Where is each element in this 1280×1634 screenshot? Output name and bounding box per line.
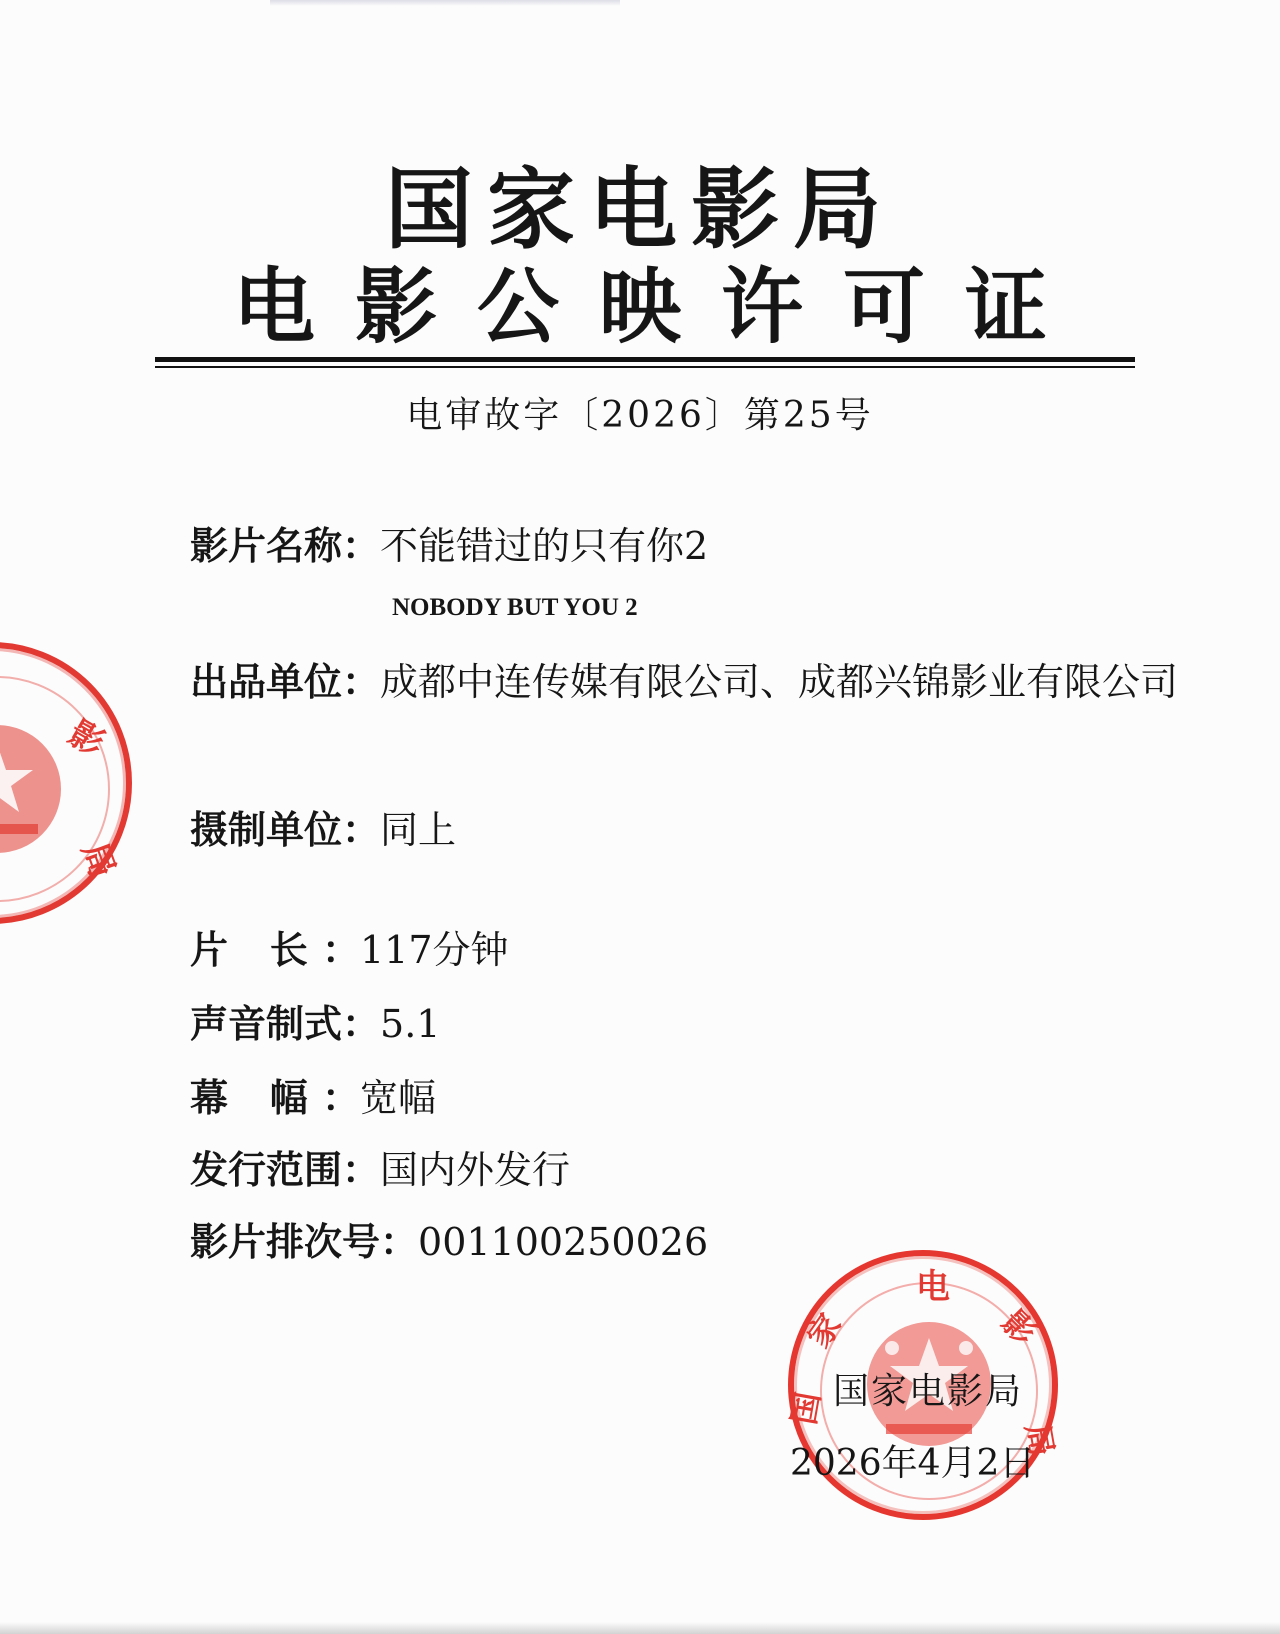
screen-label-second: 幅：	[269, 1076, 360, 1120]
screen-format-value: 宽幅	[360, 1076, 437, 1120]
svg-text:国: 国	[784, 1389, 828, 1428]
official-seal-left	[0, 642, 132, 924]
field-sound-format	[190, 1000, 440, 1048]
svg-text:局: 局	[1018, 1420, 1062, 1459]
field-distribution-scope	[190, 1146, 570, 1194]
length-label	[190, 926, 360, 974]
producer-label: 出品单位：	[190, 660, 381, 704]
title-rule-thin	[155, 366, 1135, 368]
svg-text:影: 影	[994, 1302, 1044, 1353]
field-serial-number	[190, 1218, 708, 1266]
svg-text:电: 电	[916, 1267, 950, 1307]
serial-number-value: 001100250026	[418, 1220, 709, 1264]
screen-label-first: 幕	[190, 1076, 243, 1120]
svg-text:影: 影	[61, 713, 111, 765]
scan-edge-bottom	[0, 1622, 1280, 1634]
field-screen-format	[190, 1074, 436, 1122]
film-english-title: NOBODY BUT YOU 2	[392, 594, 638, 621]
seal-left-emblem-icon	[0, 648, 138, 930]
sound-format-label: 声音制式：	[190, 1002, 381, 1046]
scan-edge-top	[270, 0, 620, 6]
distribution-scope-label: 发行范围：	[190, 1148, 381, 1192]
field-length	[190, 926, 509, 974]
distribution-scope-value: 国内外发行	[380, 1148, 571, 1192]
sound-format-value: 5.1	[380, 1002, 441, 1046]
svg-text:局: 局	[73, 837, 123, 884]
issue-date: 2026年4月2日	[790, 1443, 1036, 1484]
title-rule-thick	[155, 357, 1135, 362]
film-name-label: 影片名称：	[190, 524, 381, 568]
svg-text:家: 家	[799, 1306, 849, 1355]
producer-value: 成都中连传媒有限公司、成都兴锦影业有限公司	[380, 660, 1179, 704]
filming-unit-label: 摄制单位：	[190, 808, 381, 852]
length-value: 117分钟	[360, 928, 509, 972]
screen-format-label	[190, 1074, 360, 1122]
length-label-first: 片	[190, 928, 243, 972]
field-filming-unit	[190, 806, 456, 854]
field-producer	[190, 658, 1178, 706]
document-title: 电影公映许可证	[232, 260, 1087, 355]
film-name-value: 不能错过的只有你2	[380, 524, 709, 568]
issuing-authority-title: 国家电影局	[384, 158, 895, 261]
filming-unit-value: 同上	[380, 808, 457, 852]
length-label-second: 长：	[269, 928, 360, 972]
serial-number-label: 影片排次号：	[190, 1220, 419, 1264]
issuer-name: 国家电影局	[832, 1371, 1023, 1412]
field-film-name	[190, 522, 708, 570]
document-number: 电审故字〔2026〕第25号	[406, 395, 874, 436]
